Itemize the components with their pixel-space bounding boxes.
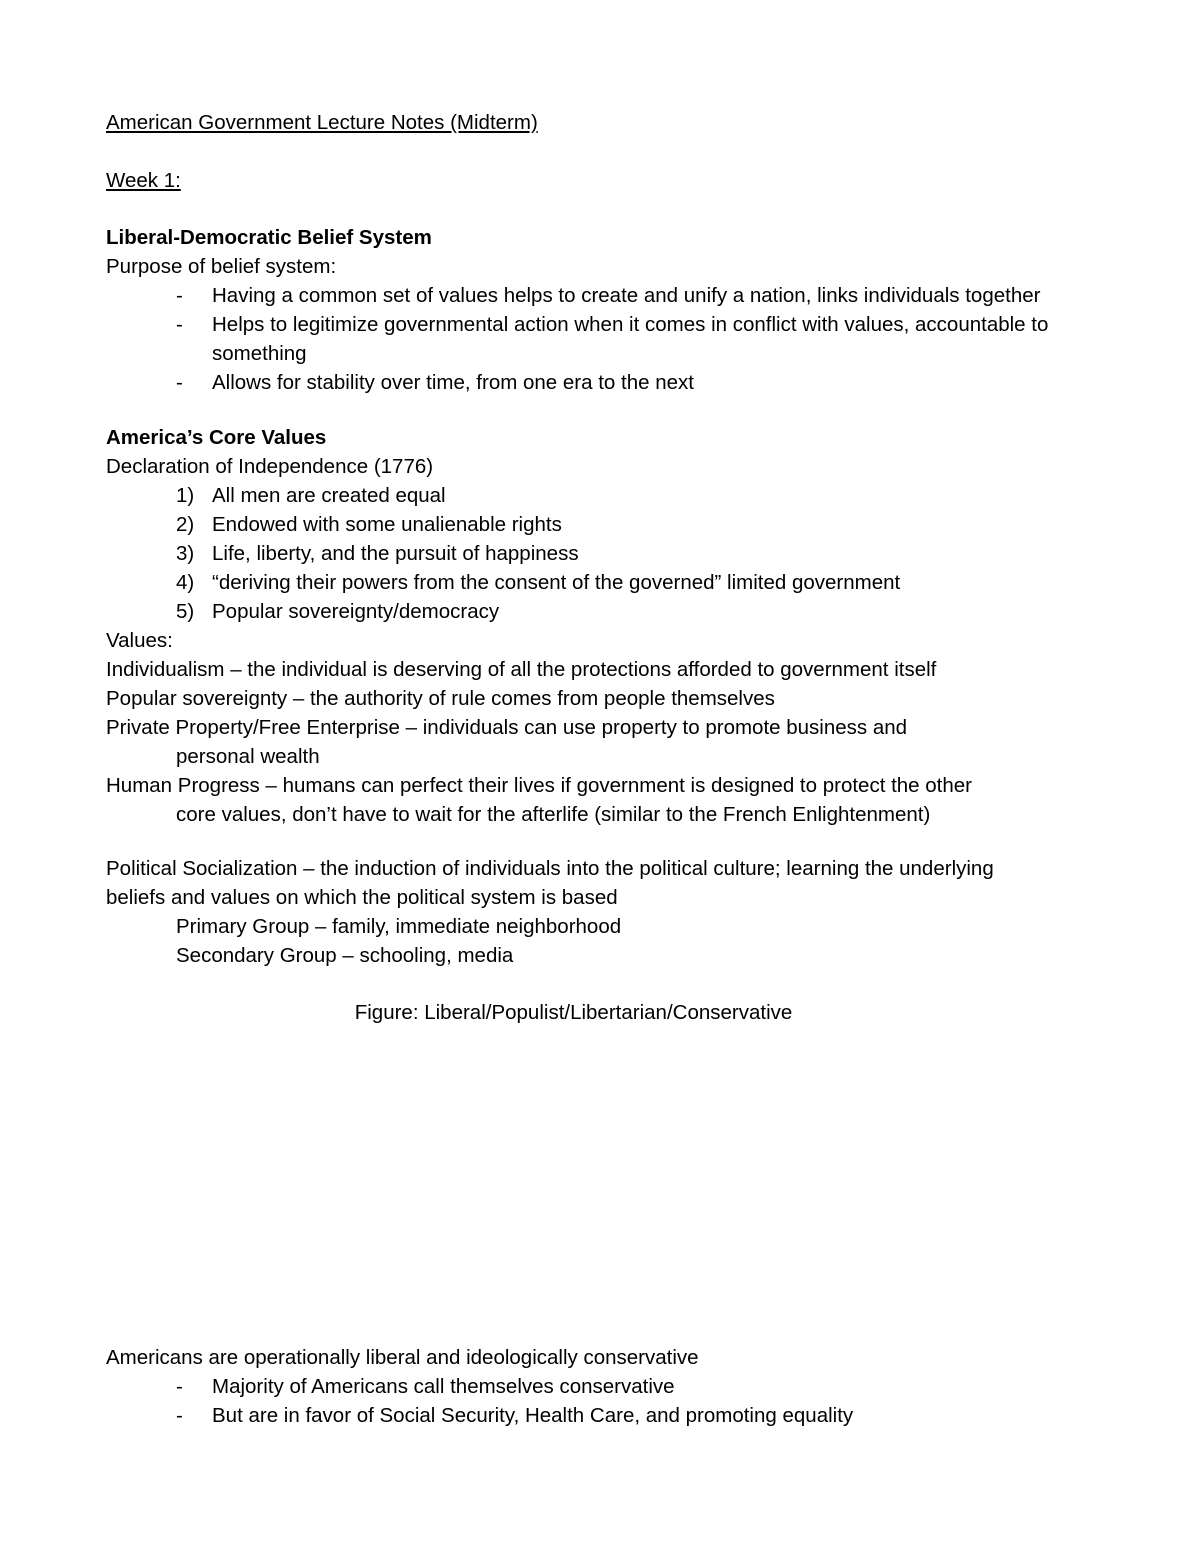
operational-bullet-text: Majority of Americans call themselves conservative xyxy=(212,1375,675,1398)
item-text: Popular sovereignty/democracy xyxy=(212,600,500,623)
item-text: “deriving their powers from the consent of the governed” limited government xyxy=(212,571,901,594)
item-number: 5) xyxy=(176,600,195,623)
values-label: Values: xyxy=(106,629,173,652)
declaration-item xyxy=(106,539,1106,568)
operational-section xyxy=(106,1343,1106,1430)
document-title-text: American Government Lecture Notes (Midterm) xyxy=(106,111,538,134)
value-human-progress-cont: core values, don’t have to wait for the afterlife (similar to the French Enlightenment) xyxy=(176,803,931,826)
bullet-dash: - xyxy=(176,1375,183,1398)
declaration-item xyxy=(106,510,1106,539)
core-values-section xyxy=(106,423,1106,829)
declaration-item xyxy=(106,597,1106,626)
operational-bullet-text: But are in favor of Social Security, Health Care, and promoting equality xyxy=(212,1404,854,1427)
item-text: All men are created equal xyxy=(212,484,446,507)
primary-group: Primary Group – family, immediate neighborhood xyxy=(176,915,622,938)
week-heading xyxy=(106,166,1106,195)
belief-heading: Liberal-Democratic Belief System xyxy=(106,226,432,249)
figure-caption: Figure: Liberal/Populist/Libertarian/Conservative xyxy=(354,1001,793,1024)
belief-bullet-text: Having a common set of values helps to create and unify a nation, links individuals together xyxy=(212,284,1041,307)
value-popular-sovereignty: Popular sovereignty – the authority of rule comes from people themselves xyxy=(106,687,775,710)
belief-bullet-text: Helps to legitimize governmental action when it comes in conflict with values, accountable to something xyxy=(212,313,1049,365)
socialization-definition-cont: beliefs and values on which the political system is based xyxy=(106,886,618,909)
bullet-dash: - xyxy=(176,313,183,336)
socialization-section xyxy=(106,854,1106,970)
belief-bullet-text: Allows for stability over time, from one era to the next xyxy=(212,371,694,394)
operational-bullet xyxy=(106,1372,1106,1401)
bullet-dash: - xyxy=(176,1404,183,1427)
declaration-label: Declaration of Independence (1776) xyxy=(106,455,434,478)
item-number: 2) xyxy=(176,513,195,536)
secondary-group: Secondary Group – schooling, media xyxy=(176,944,514,967)
belief-bullet xyxy=(106,281,1106,310)
belief-purpose: Purpose of belief system: xyxy=(106,255,337,278)
belief-section xyxy=(106,223,1106,397)
item-text: Endowed with some unalienable rights xyxy=(212,513,562,536)
socialization-definition: Political Socialization – the induction of individuals into the political culture; learning the underlying xyxy=(106,857,994,880)
item-number: 4) xyxy=(176,571,195,594)
value-private-property-cont: personal wealth xyxy=(176,745,320,768)
value-individualism: Individualism – the individual is deserving of all the protections afforded to government itself xyxy=(106,658,937,681)
operational-statement: Americans are operationally liberal and ideologically conservative xyxy=(106,1346,699,1369)
week-heading-text: Week 1: xyxy=(106,169,181,192)
operational-bullet xyxy=(106,1401,1106,1430)
declaration-item xyxy=(106,481,1106,510)
belief-bullet xyxy=(106,310,1106,368)
value-human-progress: Human Progress – humans can perfect their lives if government is designed to protect the other xyxy=(106,774,973,797)
core-values-heading: America’s Core Values xyxy=(106,426,327,449)
bullet-dash: - xyxy=(176,284,183,307)
value-private-property: Private Property/Free Enterprise – individuals can use property to promote business and xyxy=(106,716,908,739)
item-number: 3) xyxy=(176,542,195,565)
item-number: 1) xyxy=(176,484,195,507)
document-title xyxy=(106,108,1106,137)
item-text: Life, liberty, and the pursuit of happiness xyxy=(212,542,579,565)
belief-bullet xyxy=(106,368,1106,397)
declaration-item xyxy=(106,568,1106,597)
bullet-dash: - xyxy=(176,371,183,394)
